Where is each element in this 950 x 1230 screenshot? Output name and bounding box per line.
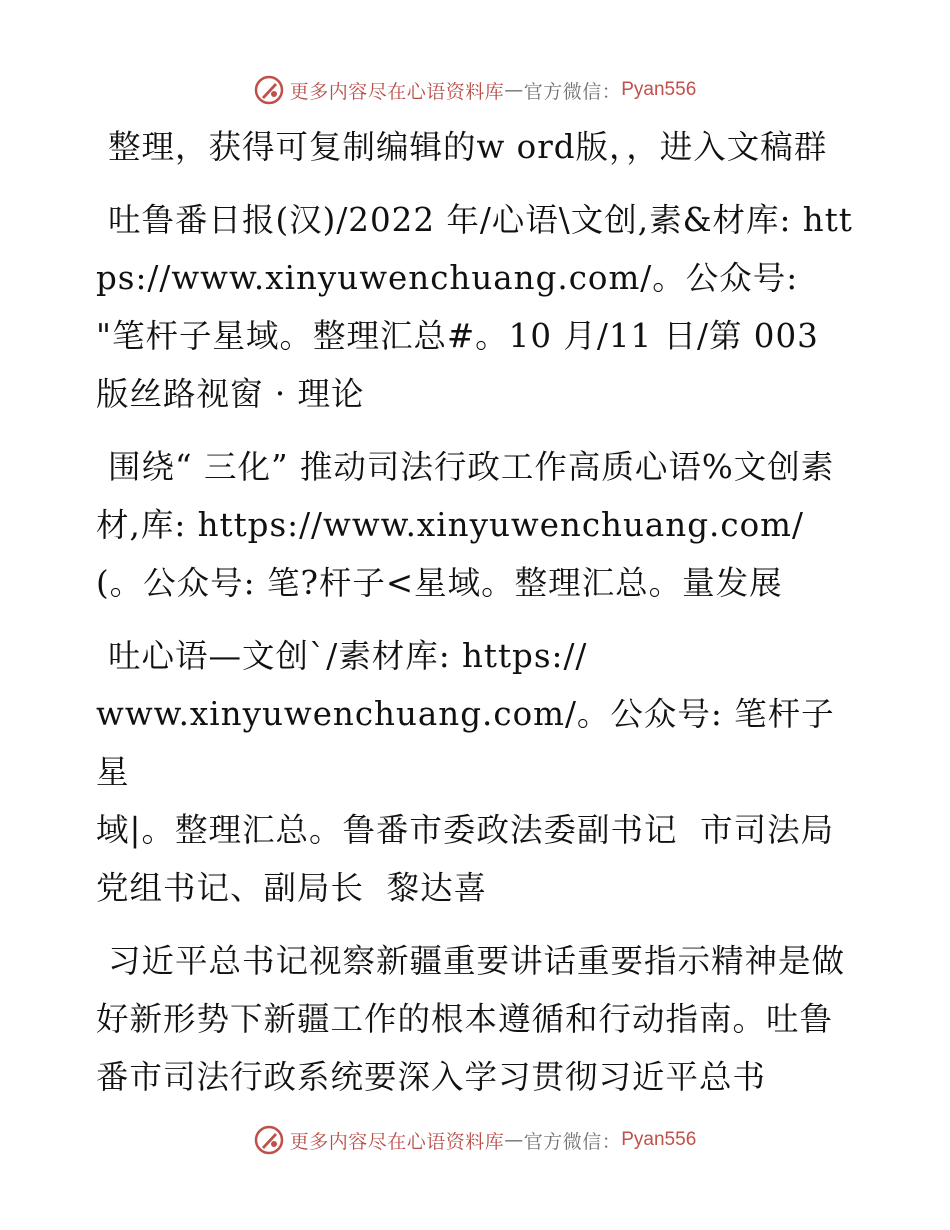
wechat-id: Pyan556 <box>621 79 697 100</box>
banner-dash: — <box>504 1129 524 1151</box>
wechat-label: 官方微信： <box>523 80 622 103</box>
header-watermark-banner <box>0 70 950 110</box>
paragraph-source: 吐鲁番日报(汉)/2022 年/心语\文创,素&材库: https://www.xinyuwenchuang.com/。公众号: "笔杆子星域。整理汇总#。10 月/11 日/第 003 版丝路视窗 · 理论 <box>96 201 853 413</box>
wechat-label: 官方微信： <box>523 1130 622 1153</box>
banner-dash: — <box>504 79 524 101</box>
quill-logo-icon <box>254 1125 284 1155</box>
quill-logo-icon <box>254 75 284 105</box>
wechat-id: Pyan556 <box>621 1129 697 1150</box>
brand-text: 更多内容尽在心语资料库 <box>289 80 505 103</box>
brand-text: 更多内容尽在心语资料库 <box>289 1130 505 1153</box>
footer-watermark-banner <box>0 1120 950 1160</box>
paragraph-intro: 整理，获得可复制编辑的w ord版，，进入文稿群 <box>108 128 828 166</box>
paragraph-body: 习近平总书记视察新疆重要讲话重要指示精神是做好新形势下新疆工作的根本遵循和行动指南。吐鲁番市司法行政系统要深入学习贯彻习近平总书 <box>96 942 846 1096</box>
document-body <box>96 118 856 1121</box>
paragraph-title: 围绕“ 三化” 推动司法行政工作高质心语%文创素材,库: https://www.xinyuwenchuang.com/ (。公众号: 笔?杆子<星域。整理汇总。量发展 <box>96 448 835 602</box>
paragraph-author: 吐心语—文创`/素材库: https:// www.xinyuwenchuang.com/。公众号: 笔杆子星 域|。整理汇总。鲁番市委政法委副书记 市司法局党组书记、副局长 黎达喜 <box>96 637 835 907</box>
